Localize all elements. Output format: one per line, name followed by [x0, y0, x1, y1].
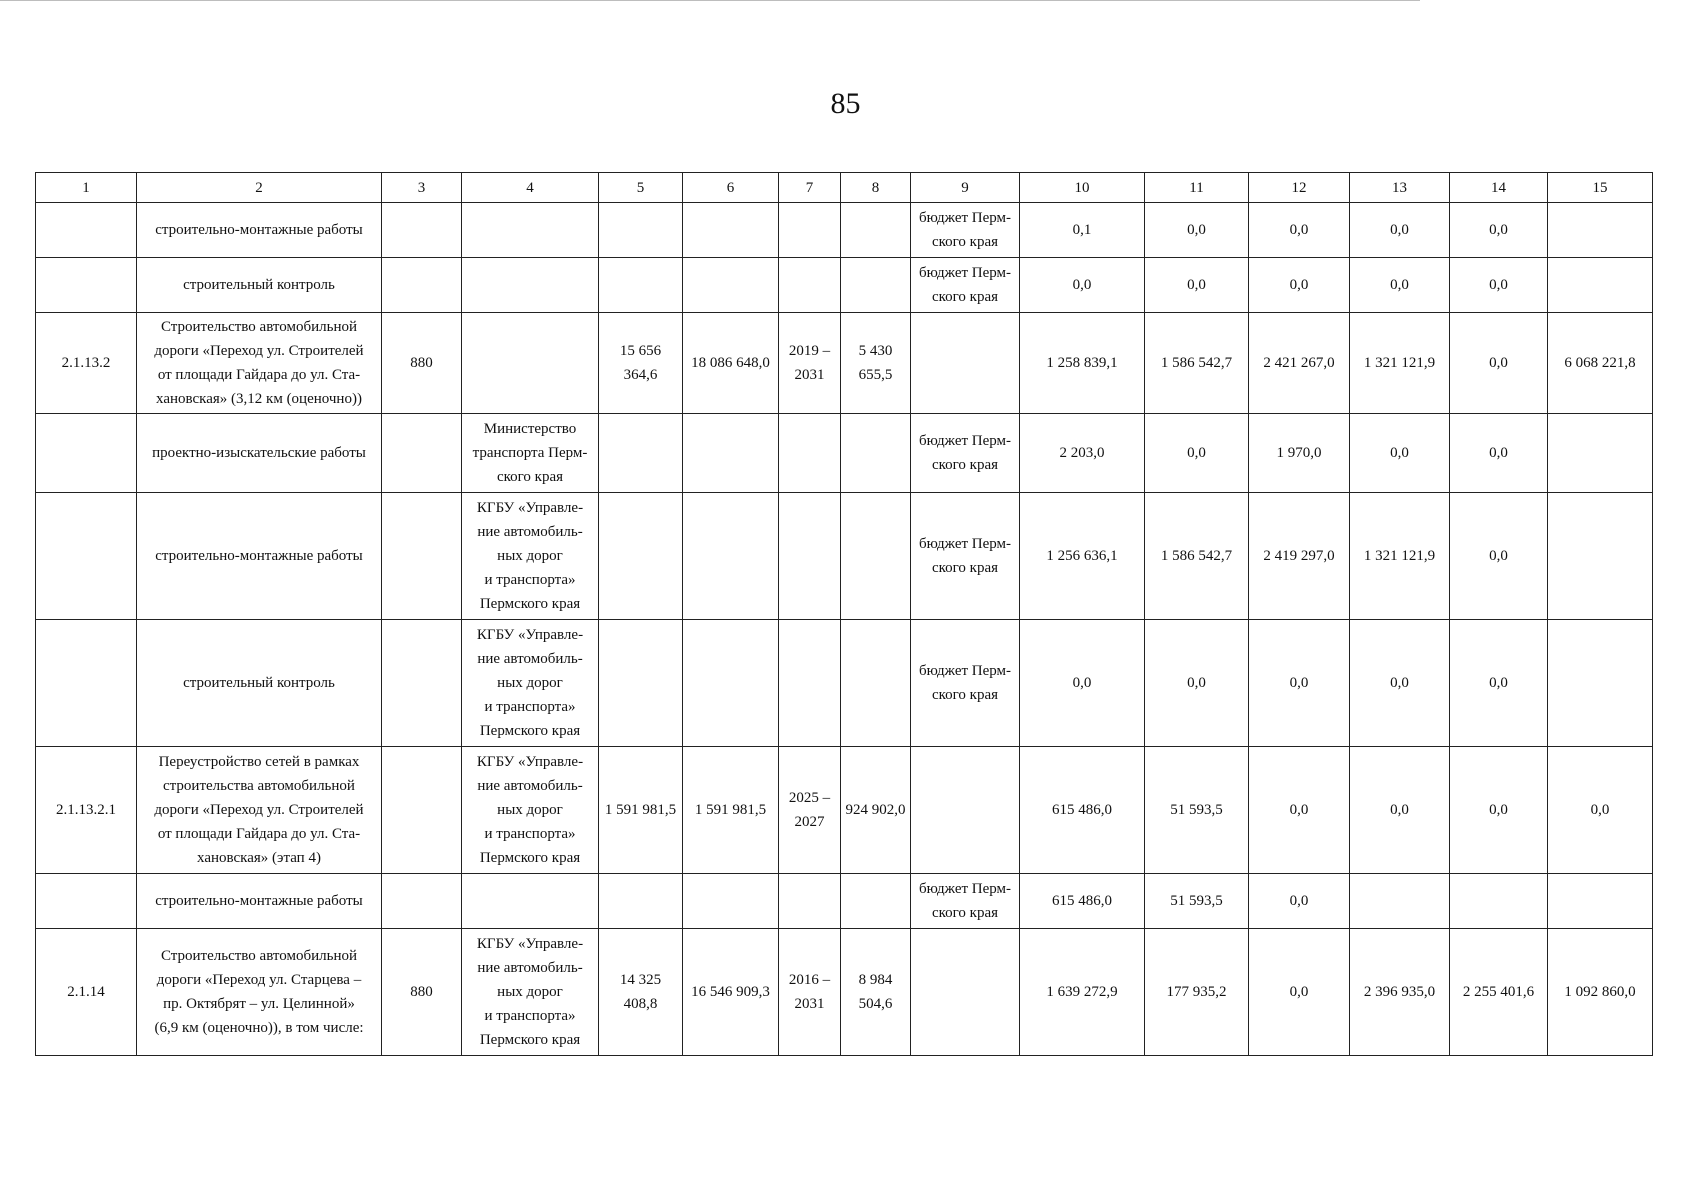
- table-cell: КГБУ «Управле- ние автомобиль- ных дорог и транспорта» Пермского края: [462, 929, 599, 1056]
- table-cell: 924 902,0: [841, 747, 911, 874]
- table-row: [36, 874, 1653, 929]
- table-cell: 0,0: [1249, 258, 1350, 313]
- table-cell: [599, 414, 683, 493]
- table-cell: [779, 203, 841, 258]
- table-cell: 6 068 221,8: [1548, 313, 1653, 414]
- table-row: [36, 747, 1653, 874]
- table-cell: 0,0: [1249, 620, 1350, 747]
- table-row: [36, 620, 1653, 747]
- table-cell: 2025 – 2027: [779, 747, 841, 874]
- table-cell: [779, 620, 841, 747]
- table-cell: 0,0: [1450, 493, 1548, 620]
- column-header: 10: [1020, 173, 1145, 203]
- table-cell: бюджет Перм- ского края: [911, 493, 1020, 620]
- table-cell: бюджет Перм- ского края: [911, 203, 1020, 258]
- table-cell: 177 935,2: [1145, 929, 1249, 1056]
- table-cell: 880: [382, 313, 462, 414]
- table-cell: [382, 874, 462, 929]
- table-row: [36, 258, 1653, 313]
- table-cell: [36, 258, 137, 313]
- table-cell: 1 639 272,9: [1020, 929, 1145, 1056]
- table-cell: [911, 747, 1020, 874]
- table-cell: [683, 620, 779, 747]
- table-cell: 0,0: [1350, 414, 1450, 493]
- table-cell: [779, 493, 841, 620]
- table-cell: [779, 414, 841, 493]
- column-header: 11: [1145, 173, 1249, 203]
- table-cell: 0,0: [1145, 258, 1249, 313]
- table-cell: 615 486,0: [1020, 874, 1145, 929]
- table-cell: бюджет Перм- ского края: [911, 414, 1020, 493]
- table-cell: 1 258 839,1: [1020, 313, 1145, 414]
- table-cell: 1 092 860,0: [1548, 929, 1653, 1056]
- table-cell: [36, 874, 137, 929]
- table-cell: 2 396 935,0: [1350, 929, 1450, 1056]
- table-cell: 1 591 981,5: [599, 747, 683, 874]
- table-row: [36, 203, 1653, 258]
- table-cell: 2 255 401,6: [1450, 929, 1548, 1056]
- table-cell: [462, 313, 599, 414]
- table-cell: 0,0: [1450, 414, 1548, 493]
- column-header: 12: [1249, 173, 1350, 203]
- table-cell: 0,0: [1145, 414, 1249, 493]
- table-cell: [382, 747, 462, 874]
- table-cell: 0,0: [1350, 747, 1450, 874]
- table-cell: [1548, 414, 1653, 493]
- table-cell: [36, 493, 137, 620]
- table-cell: 2.1.13.2: [36, 313, 137, 414]
- table-cell: 15 656 364,6: [599, 313, 683, 414]
- table-cell: 0,0: [1249, 747, 1350, 874]
- table-cell: 2 421 267,0: [1249, 313, 1350, 414]
- table-cell: бюджет Перм- ского края: [911, 620, 1020, 747]
- table-cell: 1 586 542,7: [1145, 313, 1249, 414]
- table-cell: 1 321 121,9: [1350, 313, 1450, 414]
- table-cell: [36, 620, 137, 747]
- table-cell: [462, 203, 599, 258]
- table-cell: 2 419 297,0: [1249, 493, 1350, 620]
- table-cell: 2.1.14: [36, 929, 137, 1056]
- table-cell: 2 203,0: [1020, 414, 1145, 493]
- table-row: [36, 313, 1653, 414]
- table-cell: [911, 929, 1020, 1056]
- table-cell: [382, 620, 462, 747]
- table-cell: 2019 – 2031: [779, 313, 841, 414]
- scan-top-edge: [0, 0, 1420, 1]
- table-cell: 1 970,0: [1249, 414, 1350, 493]
- table-cell: 880: [382, 929, 462, 1056]
- table-cell: [841, 258, 911, 313]
- table-cell: КГБУ «Управле- ние автомобиль- ных дорог и транспорта» Пермского края: [462, 493, 599, 620]
- table-cell: [779, 874, 841, 929]
- table-cell: [382, 203, 462, 258]
- table-cell: [462, 258, 599, 313]
- table-cell: [599, 258, 683, 313]
- table-cell: [1548, 493, 1653, 620]
- table-cell: [1548, 620, 1653, 747]
- table-cell: Строительство автомобильной дороги «Переход ул. Старцева – пр. Октябрят – ул. Целинной» (6,9 км (оценочно)), в том числе:: [137, 929, 382, 1056]
- table-cell: строительный контроль: [137, 258, 382, 313]
- table-cell: 0,0: [1145, 203, 1249, 258]
- column-header: 6: [683, 173, 779, 203]
- table-cell: 8 984 504,6: [841, 929, 911, 1056]
- table-cell: 0,0: [1450, 747, 1548, 874]
- table-cell: 0,0: [1249, 203, 1350, 258]
- table-cell: [36, 203, 137, 258]
- table-cell: строительно-монтажные работы: [137, 493, 382, 620]
- table-cell: [462, 874, 599, 929]
- table-cell: 16 546 909,3: [683, 929, 779, 1056]
- column-header: 13: [1350, 173, 1450, 203]
- table-cell: 5 430 655,5: [841, 313, 911, 414]
- table-cell: [683, 493, 779, 620]
- column-header: 4: [462, 173, 599, 203]
- table-cell: бюджет Перм- ского края: [911, 258, 1020, 313]
- table-cell: 2.1.13.2.1: [36, 747, 137, 874]
- table-cell: 14 325 408,8: [599, 929, 683, 1056]
- table-cell: Министерство транспорта Перм- ского края: [462, 414, 599, 493]
- table-cell: 0,0: [1450, 203, 1548, 258]
- column-header: 3: [382, 173, 462, 203]
- table-cell: КГБУ «Управле- ние автомобиль- ных дорог и транспорта» Пермского края: [462, 620, 599, 747]
- table-row: [36, 929, 1653, 1056]
- table-cell: 2016 – 2031: [779, 929, 841, 1056]
- table-cell: КГБУ «Управле- ние автомобиль- ных дорог и транспорта» Пермского края: [462, 747, 599, 874]
- table-cell: проектно-изыскательские работы: [137, 414, 382, 493]
- table-row: [36, 414, 1653, 493]
- budget-table: [35, 172, 1653, 1056]
- table-cell: [599, 874, 683, 929]
- table-cell: [1548, 258, 1653, 313]
- table-cell: [382, 414, 462, 493]
- table-cell: 0,0: [1249, 929, 1350, 1056]
- table-cell: [1548, 203, 1653, 258]
- table-cell: Строительство автомобильной дороги «Переход ул. Строителей от площади Гайдара до ул. Ста- хановская» (3,12 км (оценочно)): [137, 313, 382, 414]
- table-cell: [1450, 874, 1548, 929]
- table-cell: бюджет Перм- ского края: [911, 874, 1020, 929]
- column-header: 2: [137, 173, 382, 203]
- table-cell: 1 256 636,1: [1020, 493, 1145, 620]
- table-cell: [841, 414, 911, 493]
- table-cell: [779, 258, 841, 313]
- table-cell: 0,0: [1450, 313, 1548, 414]
- table-cell: [599, 203, 683, 258]
- column-header: 7: [779, 173, 841, 203]
- table-cell: 0,1: [1020, 203, 1145, 258]
- table-cell: [911, 313, 1020, 414]
- table-cell: [599, 620, 683, 747]
- table-cell: 0,0: [1450, 258, 1548, 313]
- table-cell: [683, 414, 779, 493]
- table-cell: Переустройство сетей в рамках строительства автомобильной дороги «Переход ул. Строителей от площади Гайдара до ул. Ста- хановская» (этап 4): [137, 747, 382, 874]
- table-cell: 0,0: [1450, 620, 1548, 747]
- table-cell: строительный контроль: [137, 620, 382, 747]
- table-cell: 0,0: [1249, 874, 1350, 929]
- column-header: 5: [599, 173, 683, 203]
- table-row: [36, 493, 1653, 620]
- table-cell: 1 591 981,5: [683, 747, 779, 874]
- table-cell: [841, 493, 911, 620]
- table-cell: 18 086 648,0: [683, 313, 779, 414]
- table-cell: 0,0: [1350, 203, 1450, 258]
- table-cell: [1548, 874, 1653, 929]
- column-header: 8: [841, 173, 911, 203]
- table-cell: 0,0: [1350, 620, 1450, 747]
- table-cell: [841, 874, 911, 929]
- table-cell: [1350, 874, 1450, 929]
- column-header: 14: [1450, 173, 1548, 203]
- table-cell: [841, 203, 911, 258]
- table-cell: 1 321 121,9: [1350, 493, 1450, 620]
- table-cell: 0,0: [1020, 620, 1145, 747]
- column-header: 1: [36, 173, 137, 203]
- table-cell: [683, 258, 779, 313]
- table-cell: 51 593,5: [1145, 874, 1249, 929]
- column-header: 15: [1548, 173, 1653, 203]
- table-cell: 615 486,0: [1020, 747, 1145, 874]
- table-cell: [382, 493, 462, 620]
- table-cell: 0,0: [1350, 258, 1450, 313]
- table-cell: 1 586 542,7: [1145, 493, 1249, 620]
- column-header: 9: [911, 173, 1020, 203]
- table-cell: 0,0: [1020, 258, 1145, 313]
- table-cell: [599, 493, 683, 620]
- table-cell: 0,0: [1145, 620, 1249, 747]
- table-cell: [683, 203, 779, 258]
- table-cell: [841, 620, 911, 747]
- table-cell: [683, 874, 779, 929]
- table-cell: 51 593,5: [1145, 747, 1249, 874]
- table-cell: [382, 258, 462, 313]
- table-cell: 0,0: [1548, 747, 1653, 874]
- table-cell: [36, 414, 137, 493]
- table-cell: строительно-монтажные работы: [137, 874, 382, 929]
- table-header-row: [36, 173, 1653, 203]
- page-number: 85: [830, 87, 861, 120]
- table-cell: строительно-монтажные работы: [137, 203, 382, 258]
